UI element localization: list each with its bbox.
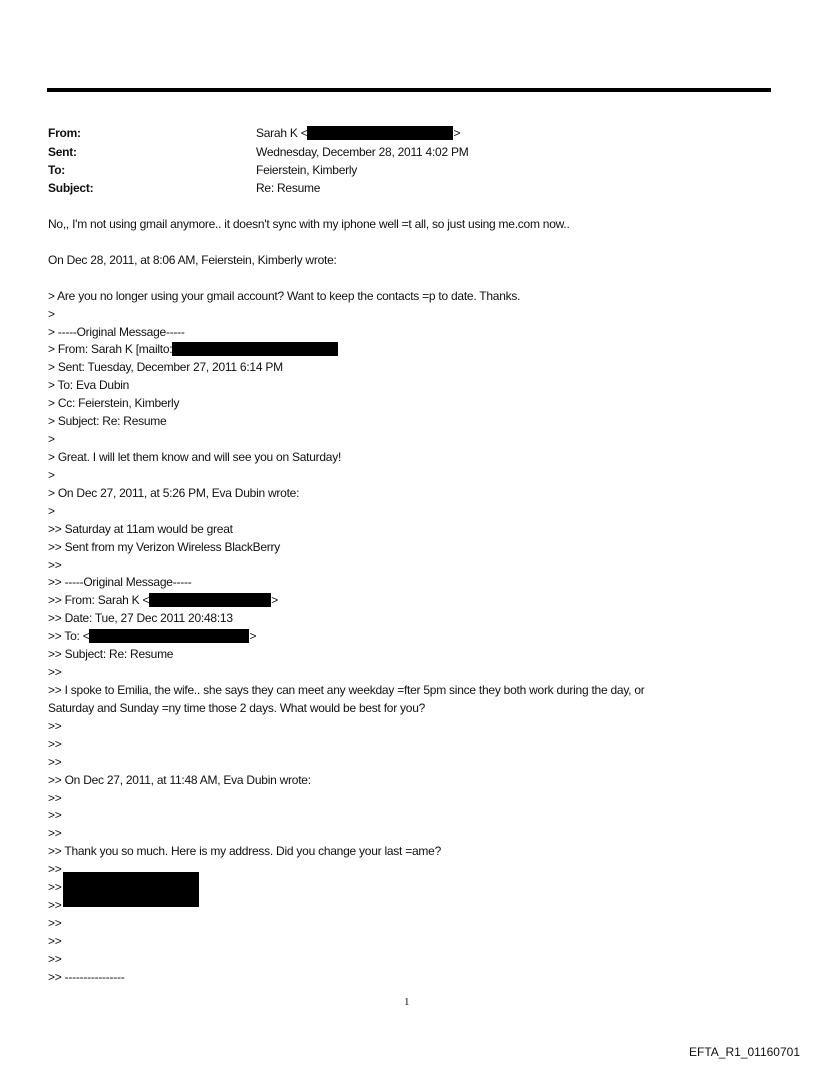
line-text-after: > xyxy=(249,629,257,644)
redaction xyxy=(172,342,338,356)
body-line xyxy=(48,592,778,610)
body-line xyxy=(48,843,778,861)
sent-value: Wednesday, December 28, 2011 4:02 PM xyxy=(256,145,469,159)
body-line xyxy=(48,341,778,359)
line-text: > xyxy=(48,306,55,321)
body-line xyxy=(48,969,778,987)
line-text: > Cc: Feierstein, Kimberly xyxy=(48,396,180,411)
line-text: > From: Sarah K [mailto: xyxy=(48,342,173,357)
line-text: >> Subject: Re: Resume xyxy=(48,647,174,662)
line-text: >> On Dec 27, 2011, at 11:48 AM, Eva Dubin wrote: xyxy=(48,772,311,787)
line-text-after: > xyxy=(271,593,278,608)
line-text: >> ---------------- xyxy=(48,969,125,984)
body-line xyxy=(48,377,778,395)
body-line xyxy=(48,539,778,557)
line-text: > Subject: Re: Resume xyxy=(48,414,167,429)
body-line xyxy=(48,216,778,234)
body-line xyxy=(48,790,778,808)
body-line xyxy=(48,395,778,413)
body-line xyxy=(48,467,778,485)
line-text: >> xyxy=(48,826,62,841)
body-line xyxy=(48,306,778,324)
line-text: Saturday and Sunday =ny time those 2 days. What would be best for you? xyxy=(48,700,426,715)
body-line xyxy=(48,736,778,754)
body-line xyxy=(48,234,778,252)
line-text: > -----Original Message----- xyxy=(48,324,185,339)
body-line xyxy=(48,628,778,646)
line-text: >> xyxy=(48,790,62,805)
line-text: > xyxy=(48,432,55,447)
body-line xyxy=(48,288,778,306)
line-text: > xyxy=(48,503,55,518)
body-line xyxy=(48,664,778,682)
body-line xyxy=(48,807,778,825)
body-line xyxy=(48,521,778,539)
body-line xyxy=(48,700,778,718)
line-text: >> xyxy=(48,754,62,769)
line-text: >> Sent from my Verizon Wireless BlackBerry xyxy=(48,539,280,554)
body-line xyxy=(48,503,778,521)
sent-label: Sent: xyxy=(48,145,77,159)
subject-label: Subject: xyxy=(48,181,94,195)
line-text: >> xyxy=(48,880,62,895)
line-text: No,, I'm not using gmail anymore.. it doesn't sync with my iphone well =t all, so just using me.com now.. xyxy=(48,217,570,231)
body-line xyxy=(48,772,778,790)
line-text: >> Thank you so much. Here is my address. Did you change your last =ame? xyxy=(48,844,441,859)
body-line xyxy=(48,897,778,915)
from-label: From: xyxy=(48,126,81,140)
line-text: >> xyxy=(48,736,62,751)
body-line xyxy=(48,324,778,342)
body-line xyxy=(48,431,778,449)
line-text: >> To: < xyxy=(48,629,90,644)
line-text: On Dec 28, 2011, at 8:06 AM, Feierstein, Kimberly wrote: xyxy=(48,252,337,267)
from-value: Sarah K < > xyxy=(256,126,461,140)
line-text: > Great. I will let them know and will see you on Saturday! xyxy=(48,449,342,464)
line-text: >> xyxy=(48,898,62,913)
body-line xyxy=(48,718,778,736)
to-label: To: xyxy=(48,163,66,177)
line-text: >> From: Sarah K < xyxy=(48,593,150,608)
redaction xyxy=(149,593,271,607)
body-line xyxy=(48,754,778,772)
redaction xyxy=(89,629,249,643)
body-line xyxy=(48,574,778,592)
body-line xyxy=(48,252,778,270)
body-line xyxy=(48,825,778,843)
line-text: >> xyxy=(48,557,62,572)
body-line xyxy=(48,951,778,969)
bates-number: EFTA_R1_01160701 xyxy=(689,1045,800,1059)
line-text: >> xyxy=(48,718,62,733)
line-text: >> xyxy=(48,951,62,966)
line-text: >> xyxy=(48,665,62,680)
body-line xyxy=(48,485,778,503)
line-text: > xyxy=(48,467,55,482)
body-line xyxy=(48,879,778,897)
body-line xyxy=(48,270,778,288)
line-text: >> xyxy=(48,808,62,823)
body-line xyxy=(48,933,778,951)
subject-value: Re: Resume xyxy=(256,181,321,195)
email-body xyxy=(48,216,778,987)
body-line xyxy=(48,413,778,431)
body-line xyxy=(48,682,778,700)
to-value: Feierstein, Kimberly xyxy=(256,163,358,177)
body-line xyxy=(48,610,778,628)
line-text: > To: Eva Dubin xyxy=(48,378,130,393)
body-line xyxy=(48,449,778,467)
line-text: > On Dec 27, 2011, at 5:26 PM, Eva Dubin wrote: xyxy=(48,485,300,500)
line-text: > Are you no longer using your gmail account? Want to keep the contacts =p to date. Thanks. xyxy=(48,288,521,303)
redaction xyxy=(307,126,453,140)
line-text: >> xyxy=(48,862,62,877)
header-rule xyxy=(47,88,771,92)
body-line xyxy=(48,646,778,664)
line-text: >> xyxy=(48,915,62,930)
line-text: > Sent: Tuesday, December 27, 2011 6:14 PM xyxy=(48,360,283,375)
page-number: 1 xyxy=(404,996,410,1008)
line-text: >> -----Original Message----- xyxy=(48,575,192,590)
line-text: >> Date: Tue, 27 Dec 2011 20:48:13 xyxy=(48,611,233,626)
body-line xyxy=(48,557,778,575)
line-text: >> xyxy=(48,933,62,948)
body-line xyxy=(48,359,778,377)
line-text: >> Saturday at 11am would be great xyxy=(48,521,233,536)
line-text: >> I spoke to Emilia, the wife.. she says they can meet any weekday =fter 5pm since they both work during the day, or xyxy=(48,682,645,697)
body-line xyxy=(48,915,778,933)
